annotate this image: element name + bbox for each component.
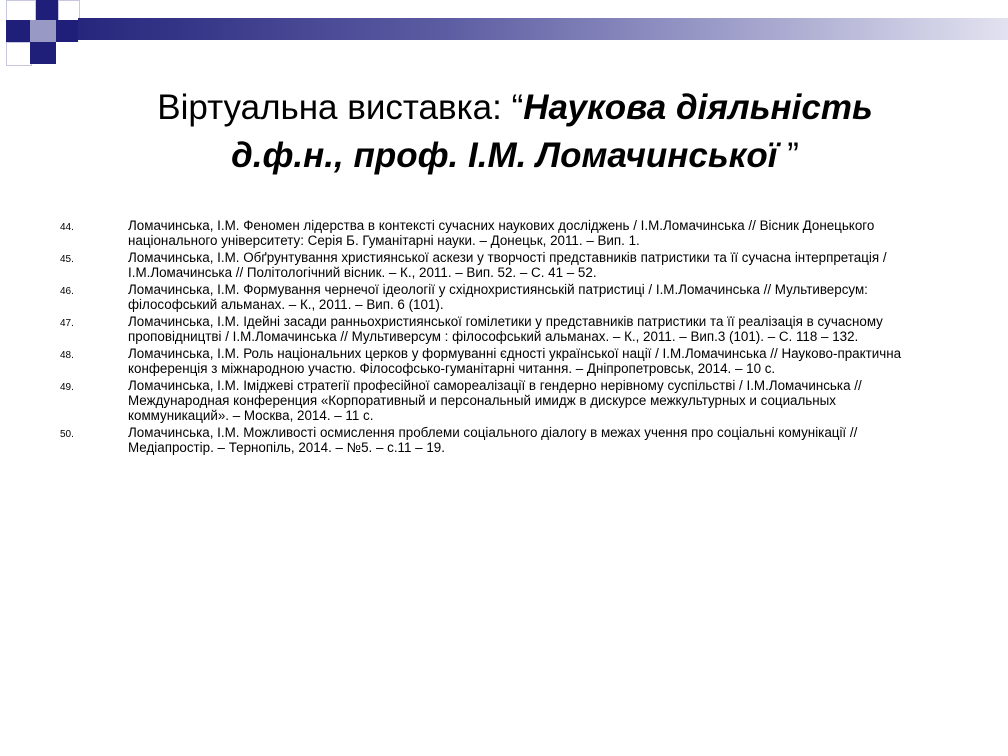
decorative-square xyxy=(30,20,56,42)
decorative-square xyxy=(56,42,78,64)
reference-item xyxy=(0,425,1008,455)
reference-number: 50. xyxy=(60,429,74,440)
decorative-square xyxy=(30,42,56,64)
reference-text: Ломачинська, І.М. Формування чернечої ідеології у східнохристиянській патристиці / І.М.Ломачинська // Мультиверсум: філософський альманах. – К., 2011. – Вип. 6 (101). xyxy=(128,282,868,312)
reference-number: 48. xyxy=(60,350,74,361)
reference-item xyxy=(0,218,1008,248)
reference-text: Ломачинська, І.М. Роль національних церков у формуванні єдності української нації / І.М.Ломачинська // Науково-практична конференція з міжнародною участю. Філософсько-гуманітарні читання. – Дніпропетровськ, 2014. – 10 с. xyxy=(128,346,902,376)
reference-item xyxy=(0,346,1008,376)
reference-item xyxy=(0,378,1008,423)
reference-text: Ломачинська, І.М. Обґрунтування християнської аскези у творчості представників патристики та її сучасна інтерпретація / І.М.Ломачинська // Політологічний вісник. – К., 2011. – Вип. 52. – С. 41 – 52. xyxy=(128,250,887,280)
slide-title xyxy=(70,84,960,180)
reference-number: 44. xyxy=(60,222,74,233)
reference-number: 47. xyxy=(60,318,74,329)
reference-item xyxy=(0,250,1008,280)
reference-text: Ломачинська, І.М. Ідейні засади ранньохристиянської гомілетики у представників патристики та її реалізація в сучасному проповідництві / І.М.Ломачинська // Мультиверсум : філософський альманах. – К., 2011. – Вип.3 (101). – С. 118 – 132. xyxy=(128,314,883,344)
decorative-square xyxy=(6,42,32,66)
reference-number: 45. xyxy=(60,254,74,265)
decorative-square xyxy=(36,0,58,20)
title-prefix: Віртуальна виставка: “ xyxy=(157,88,524,127)
reference-item xyxy=(0,282,1008,312)
title-emphasis-2: д.ф.н., проф. І.М. Ломачинської xyxy=(231,136,778,175)
reference-text: Ломачинська, І.М. Феномен лідерства в контексті сучасних наукових досліджень / І.М.Ломачинська // Вісник Донецького національного університету: Серія Б. Гуманітарні науки. – Донецьк, 2011. – Вип. 1. xyxy=(128,218,875,248)
decorative-gradient-band xyxy=(78,18,1008,40)
reference-number: 46. xyxy=(60,286,74,297)
decorative-square xyxy=(58,0,80,22)
decorative-square xyxy=(6,20,30,42)
reference-text: Ломачинська, І.М. Іміджеві стратегії професійної самореалізації в гендерно нерівному суспільстві / І.М.Ломачинська // Международная конференция «Корпоративный и персональный имидж в дискурсе межкультурных и социальных коммуникаций». – Москва, 2014. – 11 с. xyxy=(128,378,862,423)
title-suffix: ” xyxy=(777,136,799,175)
decorative-square xyxy=(56,20,78,42)
decorative-square xyxy=(6,0,36,22)
reference-text: Ломачинська, І.М. Можливості осмислення проблеми соціального діалогу в межах учення про соціальні комунікації // Медіапростір. – Тернопіль, 2014. – №5. – с.11 – 19. xyxy=(128,425,858,455)
reference-item xyxy=(0,314,1008,344)
title-line-1 xyxy=(70,84,960,132)
title-line-2 xyxy=(70,132,960,180)
reference-list xyxy=(0,218,1008,457)
title-emphasis-1: Наукова діяльність xyxy=(523,88,873,127)
reference-number: 49. xyxy=(60,382,74,393)
